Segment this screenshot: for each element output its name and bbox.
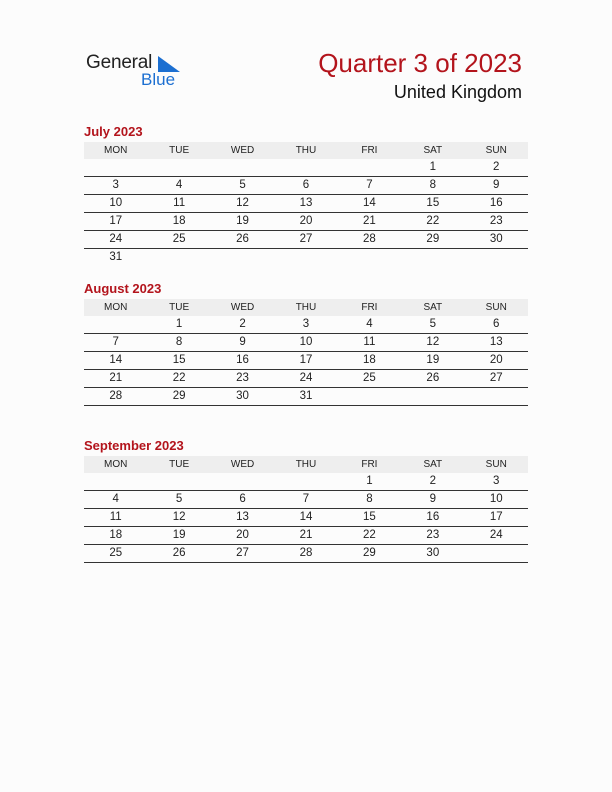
day-cell: 23: [489, 215, 503, 227]
day-cell: 5: [429, 318, 437, 330]
day-cell: 2: [493, 161, 500, 173]
day-cell: 22: [363, 529, 376, 541]
weekday-label: WED: [230, 459, 255, 470]
day-cell: 24: [109, 233, 123, 245]
weekday-label: SAT: [423, 145, 443, 156]
week-row: [84, 159, 528, 177]
week-row: [84, 527, 528, 545]
weekday-label: SUN: [485, 459, 507, 470]
day-cell: [465, 545, 528, 562]
day-cell: [274, 159, 337, 176]
day-cell: [147, 249, 210, 266]
month-title: July 2023: [84, 124, 143, 139]
day-cell: 12: [426, 336, 440, 348]
day-cell: 26: [426, 372, 440, 384]
weekday-label: THU: [295, 459, 317, 470]
week-row: [84, 352, 528, 370]
day-cell: 11: [363, 336, 376, 348]
day-cell: 8: [429, 179, 437, 191]
day-cell: 20: [299, 215, 313, 227]
weekday-label: SUN: [485, 302, 507, 313]
day-cell: [338, 249, 401, 266]
day-cell: 14: [109, 354, 123, 366]
day-cell: 26: [236, 233, 249, 245]
day-cell: 19: [236, 215, 249, 227]
weeks-container: [84, 159, 528, 266]
day-cell: 20: [236, 529, 249, 541]
day-cell: 22: [426, 215, 440, 227]
day-cell: 21: [109, 372, 123, 384]
day-cell: 19: [426, 354, 440, 366]
day-cell: [465, 388, 528, 405]
day-cell: 27: [299, 233, 313, 245]
day-cell: 27: [236, 547, 249, 559]
day-cell: 7: [302, 493, 310, 505]
day-cell: 13: [299, 197, 313, 209]
weekday-label: THU: [295, 145, 317, 156]
day-cell: 6: [239, 493, 246, 505]
day-cell: [338, 388, 401, 405]
day-cell: 13: [489, 336, 503, 348]
day-cell: 1: [429, 161, 437, 173]
day-cell: 3: [112, 179, 119, 191]
weekday-label: SUN: [485, 145, 507, 156]
weekday-label: TUE: [169, 459, 190, 470]
month-calendar-september: [84, 437, 528, 563]
weekday-label: FRI: [361, 459, 378, 470]
day-cell: 4: [175, 179, 183, 191]
day-cell: [211, 159, 274, 176]
weekday-header: [84, 299, 528, 316]
day-cell: 16: [426, 511, 440, 523]
day-cell: 15: [426, 197, 440, 209]
day-cell: 30: [489, 233, 503, 245]
day-cell: 25: [109, 547, 123, 559]
day-cell: 21: [299, 529, 313, 541]
quarter-title: Quarter 3 of 2023: [318, 48, 522, 78]
day-cell: 23: [236, 372, 249, 384]
day-cell: [147, 159, 210, 176]
country-name: United Kingdom: [393, 82, 522, 102]
day-cell: 19: [172, 529, 186, 541]
day-cell: [211, 473, 274, 490]
day-cell: 16: [236, 354, 249, 366]
weekday-label: TUE: [169, 145, 190, 156]
day-cell: 2: [429, 475, 437, 487]
day-cell: 28: [363, 233, 376, 245]
weekday-label: FRI: [361, 302, 378, 313]
day-cell: [84, 473, 147, 490]
week-row: [84, 195, 528, 213]
day-cell: 7: [112, 336, 119, 348]
day-cell: [211, 249, 274, 266]
month-title: August 2023: [84, 281, 162, 296]
day-cell: [84, 316, 147, 333]
week-row: [84, 249, 528, 266]
weekday-label: MON: [104, 302, 128, 313]
weekday-label: SAT: [423, 459, 443, 470]
day-cell: [274, 473, 337, 490]
weekday-label: MON: [104, 145, 128, 156]
weekday-label: TUE: [169, 302, 190, 313]
day-cell: [401, 249, 464, 266]
day-cell: 4: [112, 493, 119, 505]
day-cell: [465, 249, 528, 266]
day-cell: 18: [172, 215, 186, 227]
day-cell: 28: [299, 547, 313, 559]
day-cell: 9: [239, 336, 246, 348]
day-cell: 3: [302, 318, 310, 330]
weekday-label: WED: [230, 145, 255, 156]
day-cell: [338, 159, 401, 176]
day-cell: 26: [172, 547, 186, 559]
day-cell: 14: [363, 197, 376, 209]
day-cell: 6: [493, 318, 500, 330]
week-row: [84, 473, 528, 491]
day-cell: 12: [172, 511, 186, 523]
weeks-container: [84, 473, 528, 563]
day-cell: 15: [172, 354, 186, 366]
day-cell: 29: [426, 233, 440, 245]
day-cell: 17: [109, 215, 123, 227]
day-cell: 6: [302, 179, 310, 191]
day-cell: 1: [175, 318, 183, 330]
day-cell: 14: [299, 511, 313, 523]
week-row: [84, 316, 528, 334]
week-row: [84, 370, 528, 388]
day-cell: 31: [109, 251, 123, 263]
day-cell: 5: [175, 493, 183, 505]
day-cell: 5: [239, 179, 246, 191]
day-cell: [274, 249, 337, 266]
day-cell: 18: [109, 529, 123, 541]
day-cell: 11: [173, 197, 186, 209]
day-cell: 24: [489, 529, 503, 541]
day-cell: 27: [489, 372, 503, 384]
week-row: [84, 231, 528, 249]
day-cell: 9: [429, 493, 437, 505]
day-cell: 2: [239, 318, 246, 330]
day-cell: 30: [426, 547, 440, 559]
logo-blue-text: Blue: [141, 70, 176, 89]
day-cell: [84, 159, 147, 176]
day-cell: 24: [299, 372, 313, 384]
weekday-label: MON: [104, 459, 128, 470]
day-cell: 3: [493, 475, 500, 487]
week-row: [84, 213, 528, 231]
day-cell: 31: [299, 390, 313, 402]
day-cell: 20: [489, 354, 503, 366]
day-cell: [147, 473, 210, 490]
day-cell: 16: [489, 197, 503, 209]
day-cell: 23: [426, 529, 440, 541]
day-cell: 12: [236, 197, 249, 209]
week-row: [84, 334, 528, 352]
day-cell: 8: [175, 336, 183, 348]
day-cell: 29: [172, 390, 186, 402]
day-cell: 10: [109, 197, 123, 209]
day-cell: 15: [363, 511, 376, 523]
day-cell: 13: [236, 511, 249, 523]
weekday-label: SAT: [423, 302, 443, 313]
weekday-header: [84, 142, 528, 159]
weekday-header: [84, 456, 528, 473]
day-cell: 10: [489, 493, 503, 505]
day-cell: [401, 388, 464, 405]
day-cell: 25: [172, 233, 186, 245]
day-cell: 8: [366, 493, 373, 505]
day-cell: 22: [172, 372, 186, 384]
day-cell: 11: [109, 511, 122, 523]
generalblue-logo: [86, 52, 186, 92]
weekday-label: WED: [230, 302, 255, 313]
weeks-container: [84, 316, 528, 406]
day-cell: 21: [363, 215, 376, 227]
week-row: [84, 545, 528, 563]
day-cell: 28: [109, 390, 123, 402]
day-cell: 30: [236, 390, 249, 402]
day-cell: 4: [366, 318, 373, 330]
logo-general-text: General: [86, 52, 153, 73]
week-row: [84, 491, 528, 509]
day-cell: 7: [366, 179, 373, 191]
week-row: [84, 509, 528, 527]
week-row: [84, 177, 528, 195]
day-cell: 18: [363, 354, 376, 366]
day-cell: 9: [493, 179, 500, 191]
day-cell: 17: [489, 511, 503, 523]
day-cell: 25: [363, 372, 376, 384]
day-cell: 1: [366, 475, 373, 487]
month-calendar-august: [84, 280, 528, 406]
day-cell: 10: [299, 336, 313, 348]
day-cell: 17: [299, 354, 313, 366]
month-calendar-july: [84, 123, 528, 266]
weekday-label: THU: [295, 302, 317, 313]
day-cell: 29: [363, 547, 376, 559]
weekday-label: FRI: [361, 145, 378, 156]
month-title: September 2023: [84, 438, 184, 453]
week-row: [84, 388, 528, 406]
